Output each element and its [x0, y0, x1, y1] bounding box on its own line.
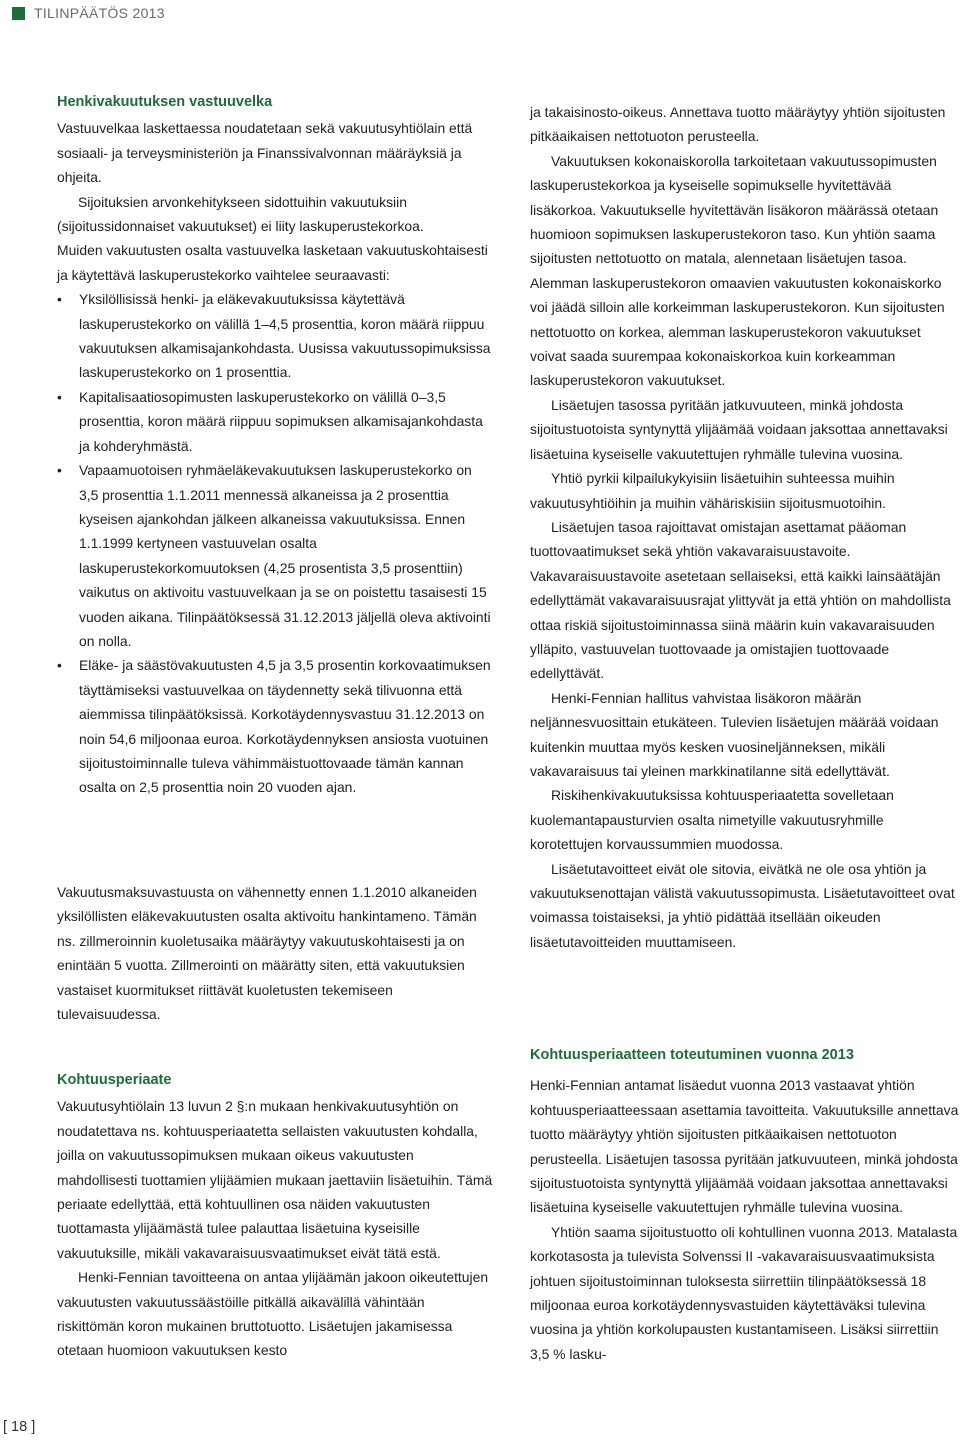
- paragraph: Yhtiön saama sijoitustuotto oli kohtullinen vuonna 2013. Matalasta korkotasosta ja tulevista Solvenssi II -vakavaraisuusvaatimuksista johtuen sijoitustoiminnan tuloksesta siirrettiin tilinpäätöksessä 18 miljoonaa euroa korkotäydennysvastuiden käytettäväksi tulevina vuosina ja yhtiön korkolupausten kustantamiseen. Lisäksi siirrettiin 3,5 % lasku-: [530, 1223, 958, 1362]
- list-item: • Vapaamuotoisen ryhmäeläkevakuutuksen laskuperustekorko on 3,5 prosenttia 1.1.2011 mennessä alkaneissa ja 2 prosenttia kyseisen ajankohdan jälkeen alkaneissa vakuutuksissa. Ennen 1.1.1999 kertyneen vastuuvelan osalta laskuperustekorkomuutoksen (4,25 prosentista 3,5 prosenttiin) vaikutus on aktivoitu vastuuvelkaan ja se on poistettu tasaisesti 15 vuoden aikana. Tilinpäätöksessä 31.12.2013 jäljellä oleva aktivointi on nolla.: [57, 458, 493, 653]
- left-column-top: [57, 90, 493, 800]
- section-heading-liability: Henkivakuutuksen vastuuvelka: [57, 94, 273, 110]
- paragraph: Henki-Fennian antamat lisäedut vuonna 2013 vastaavat yhtiön kohtuusperiaatteessaan asettamia tavoitteita. Vakuutuksille annettava tuotto määräytyy yhtiön sijoitusten pitkäaikaisen nettotuoton perusteella. Lisäetujen tasossa pyritään jatkuvuuteen, minkä johdosta sijoitustuotoista syntynyttä ylijäämää voidaan jaksottaa annettavaksi lisäetuina kyseiselle vakuutettujen ryhmälle tulevina vuosina.: [530, 1077, 959, 1216]
- interest-rate-list: [57, 287, 493, 800]
- paragraph: ja takaisinosto-oikeus. Annettava tuotto määräytyy yhtiön sijoitusten pitkäaikaisen nettotuoton perusteella.: [530, 104, 946, 145]
- paragraph: Sijoituksien arvonkehitykseen sidottuihin vakuutuksiin (sijoitussidonnaiset vakuutukset) ei liity laskuperustekorkoa.: [57, 193, 424, 235]
- paragraph: Riskihenkivakuutuksissa kohtuusperiaatetta sovelletaan kuolemantapausturvien osalta nimetyille vakuutusryhmille korotettujen korvaussummien muodossa.: [530, 787, 894, 853]
- section-heading-fairness-2013: Kohtuusperiaatteen toteutuminen vuonna 2013: [530, 1047, 854, 1063]
- paragraph: Vakuutuksen kokonaiskorolla tarkoitetaan vakuutussopimusten laskuperustekorkoa ja kyseiselle sopimukselle hyvitettävää lisäkorkoa. Vakuutukselle hyvitettävän lisäkoron määrässä otetaan huomioon sopimuksen laskuperustekoron taso. Kun yhtiön saama sijoitusten nettotuotto on matala, alennetaan lisäetujen tasoa. Alemman laskuperustekoron omaavien vakuutusten kokonaiskorko voi jäädä silloin alle korkeimman laskuperustekoron. Kun sijoitusten nettotuotto on korkea, alemman laskuperustekoron vakuutukset voivat saada suurempaa kokonaiskorkoa kuin korkeamman laskuperustekoron vakuutukset.: [530, 152, 945, 389]
- list-item: • Eläke- ja säästövakuutusten 4,5 ja 3,5 prosentin korkovaatimuksen täyttämiseksi vastuuvelkaa on täydennetty sekä tilivuonna että aiemmissa tilinpäätöksissä. Korkotäydennysvastuu 31.12.2013 on noin 54,6 miljoonaa euroa. Korkotäydennyksen ansiosta vuotuinen sijoitustoiminnalle tuleva vähimmäistuottovaade tämän kannan osalta on 2,5 prosenttia noin 20 vuoden ajan.: [57, 653, 493, 799]
- paragraph: Yhtiö pyrkii kilpailukykyisiin lisäetuihin suhteessa muihin vakuutusyhtiöihin ja muihin vähäriskisiin sijoitusmuotoihin.: [530, 470, 895, 511]
- paragraph: Lisäetujen tasoa rajoittavat omistajan asettamat pääoman tuottovaatimukset sekä yhtiön vakavaraisuustavoite. Vakavaraisuustavoite asetetaan sellaiseksi, että kaikki lainsäätäjän edellyttämät vakavaraisuusrajat ylittyvät ja että yhtiön on mahdollista ottaa riskiä sijoitustoiminnassa siinä määrin kuin vakavaraisuuden ylläpito, vastuuvelan tuottovaade ja omistajien tuottovaade edellyttävät.: [530, 518, 951, 682]
- header-title: TILINPÄÄTÖS 2013: [34, 5, 165, 21]
- paragraph: Muiden vakuutusten osalta vastuuvelka lasketaan vakuutuskohtaisesti ja käytettävä laskuperustekorko vaihtelee seuraavasti:: [57, 242, 488, 283]
- list-item: • Yksilöllisissä henki- ja eläkevakuutuksissa käytettävä laskuperustekorko on välillä 1–4,5 prosenttia, koron määrä riippuu vakuutuksen alkamisajankohdasta. Uusissa vakuutussopimuksissa laskuperustekorko on 1 prosenttia.: [57, 287, 493, 385]
- page-number: [ 18 ]: [3, 1419, 36, 1435]
- paragraph: Vastuuvelkaa laskettaessa noudatetaan sekä vakuutusyhtiölain että sosiaali- ja terveysministeriön ja Finanssivalvonnan määräyksiä ja ohjeita.: [57, 120, 473, 186]
- paragraph: Vakuutusmaksuvastuusta on vähennetty ennen 1.1.2010 alkaneiden yksilöllisten eläkevakuutusten osalta aktivoitu hankintameno. Tämän ns. zillmeroinnin kuoletusaika määräytyy vakuutuskohtaisesti ja on enintään 5 vuotta. Zillmerointi on määrätty siten, että vakuutuksien vastaiset kuormitukset riittävät kuoletusten tekemiseen tulevaisuudessa.: [57, 884, 477, 1023]
- section-heading-fairness: Kohtuusperiaate: [57, 1072, 172, 1088]
- left-column-middle: [57, 880, 493, 1026]
- left-column-bottom: [57, 1068, 493, 1363]
- header-square-icon: [12, 7, 25, 20]
- paragraph: Lisäetutavoitteet eivät ole sitovia, eivätkä ne ole osa yhtiön ja vakuutuksenottajan välistä vakuutussopimusta. Lisäetutavoitteet ovat voimassa toistaiseksi, ja yhtiö pidättää itsellään oikeuden lisäetutavoitteiden muuttamiseen.: [530, 860, 955, 950]
- paragraph: Vakuutusyhtiölain 13 luvun 2 §:n mukaan henkivakuutusyhtiön on noudatettava ns. kohtuusperiaatetta sellaisten vakuutusten kohdalla, joilla on vakuutussopimuksen mukaan oikeus vakuutusten mahdollisesti tuottamien ylijäämien mukaan jaettaviin lisäetuihin. Tämä periaate edellyttää, että kohtuullinen osa näiden vakuutusten tuottamasta ylijäämästä tulee palauttaa lisäetuina kyseisille vakuutuksille, mikäli vakavaraisuusvaatimukset eivät tätä estä.: [57, 1098, 493, 1261]
- page-header: [12, 5, 165, 21]
- paragraph: Henki-Fennian hallitus vahvistaa lisäkoron määrän neljännesvuosittain etukäteen. Tulevien lisäetujen määrää voidaan kuitenkin muuttaa myös kesken vuosineljänneksen, mikäli vakavaraisuus tai yleinen markkinatilanne sitä edellyttävät.: [530, 689, 939, 779]
- right-column-top: [530, 100, 960, 954]
- list-item: • Kapitalisaatiosopimusten laskuperustekorko on välillä 0–3,5 prosenttia, koron määrä riippuu sopimuksen alkamisajankohdasta ja kohderyhmästä.: [57, 385, 493, 458]
- right-column-bottom: [530, 1043, 960, 1366]
- paragraph: Lisäetujen tasossa pyritään jatkuvuuteen, minkä johdosta sijoitustuotoista syntynyttä ylijäämää voidaan jaksottaa annettavaksi lisäetuina kyseiselle vakuutettujen ryhmälle tulevina vuosina.: [530, 396, 948, 462]
- paragraph: Henki-Fennian tavoitteena on antaa ylijäämän jakoon oikeutettujen vakuutusten vakuutussäästöille pitkällä aikavälillä vähintään riskittömän koron mukainen bruttotuotto. Lisäetujen jakamisessa otetaan huomioon vakuutuksen kesto: [57, 1269, 489, 1359]
